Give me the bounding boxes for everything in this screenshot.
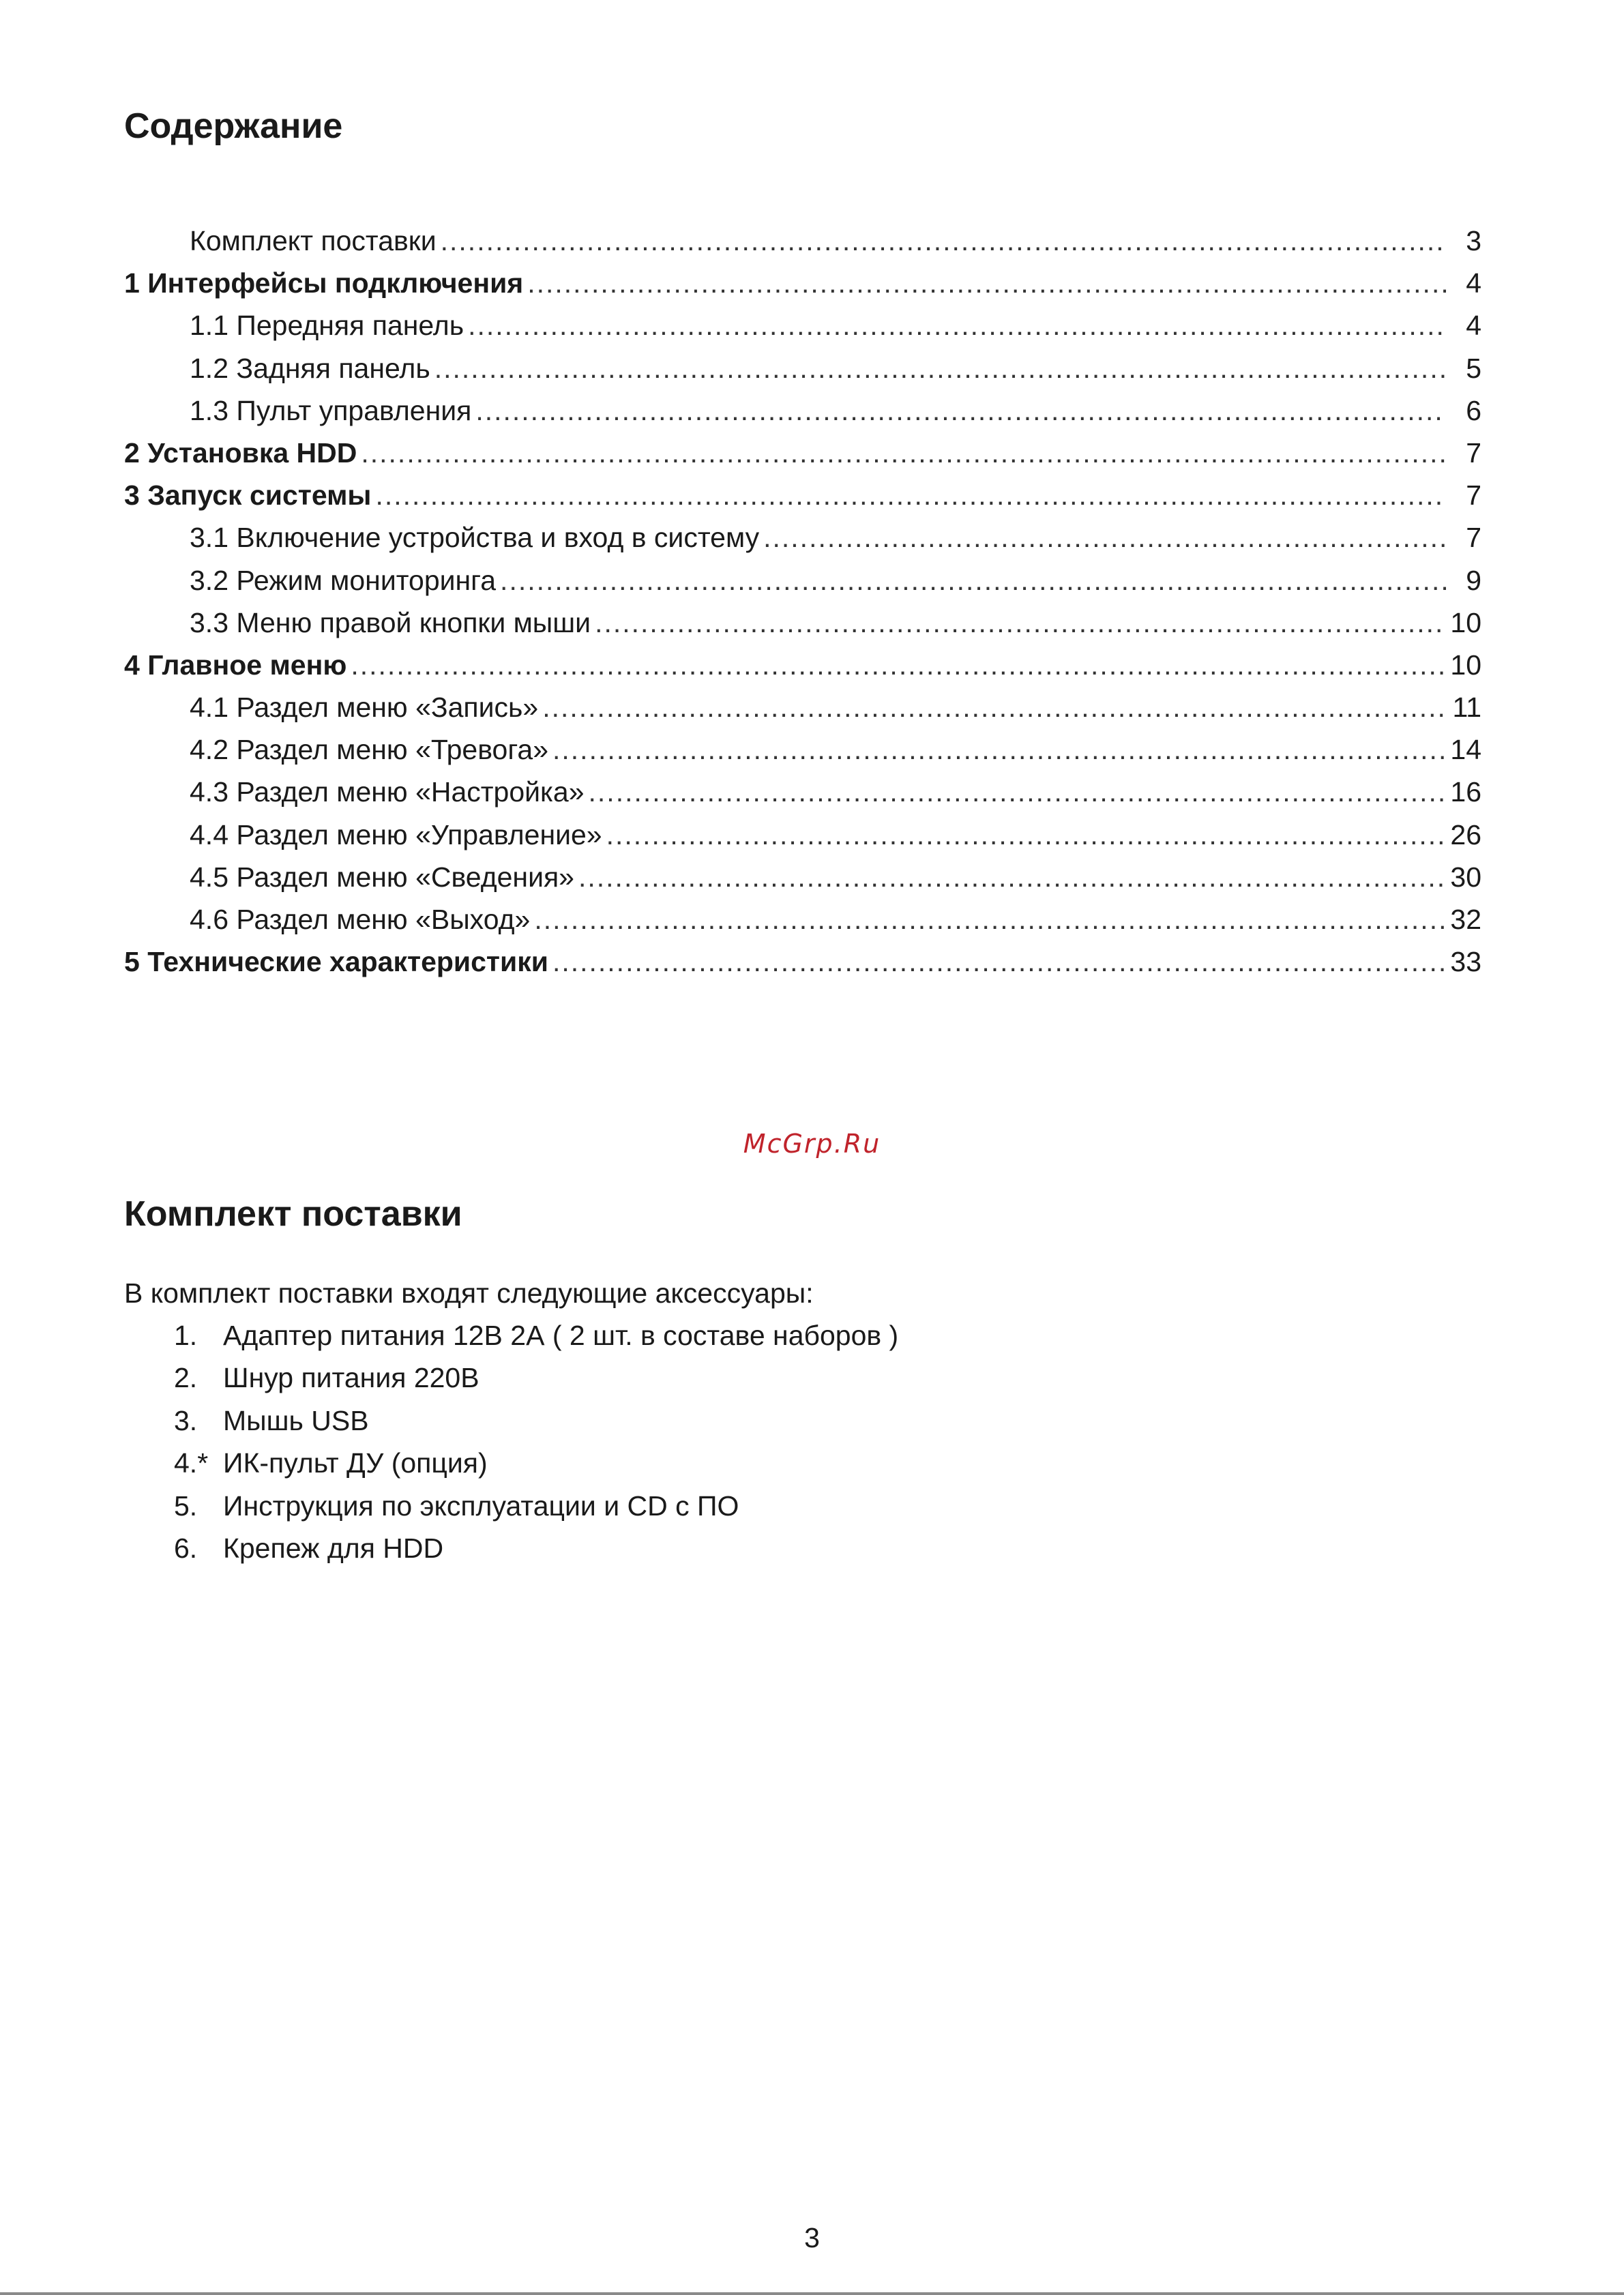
toc-entry-page: 5 — [1466, 352, 1481, 384]
toc-leader-dots — [468, 304, 1446, 346]
toc-entry-page: 10 — [1450, 606, 1481, 638]
toc-entry-page: 4 — [1466, 267, 1481, 299]
list-item — [124, 1314, 898, 1357]
toc-title: Содержание — [124, 106, 343, 146]
toc-entry[interactable] — [124, 771, 1481, 813]
toc-entry[interactable] — [124, 728, 1481, 771]
table-of-contents — [124, 220, 1481, 983]
list-item-text: Крепеж для HDD — [223, 1532, 444, 1564]
list-item — [124, 1400, 898, 1442]
toc-leader-dots — [475, 389, 1446, 432]
toc-entry-page: 7 — [1466, 479, 1481, 512]
toc-entry-page: 10 — [1450, 649, 1481, 681]
toc-leader-dots — [534, 898, 1446, 941]
toc-leader-dots — [361, 432, 1446, 474]
toc-entry-text: 2 Установка HDD — [124, 436, 357, 469]
toc-entry[interactable] — [124, 474, 1481, 516]
toc-leader-dots — [552, 728, 1446, 771]
toc-entry[interactable] — [124, 814, 1481, 856]
toc-leader-dots — [578, 856, 1446, 898]
toc-entry[interactable] — [124, 347, 1481, 389]
toc-entry-text: 1 Интерфейсы подключения — [124, 267, 524, 299]
toc-entry-text: 3 Запуск системы — [124, 479, 372, 512]
toc-entry-text: 4.4 Раздел меню «Управление» — [190, 818, 602, 850]
toc-entry-text: 4.5 Раздел меню «Сведения» — [190, 861, 574, 893]
toc-entry-text: 5 Технические характеристики — [124, 946, 548, 978]
toc-leader-dots — [606, 814, 1446, 856]
toc-entry-page: 14 — [1450, 734, 1481, 766]
list-item-number-cell — [124, 1527, 223, 1569]
toc-entry[interactable] — [124, 941, 1481, 983]
toc-entry-page: 26 — [1450, 818, 1481, 850]
bottom-divider — [0, 2292, 1624, 2295]
toc-leader-dots — [441, 220, 1446, 262]
list-item-number: 5. — [174, 1490, 198, 1522]
toc-leader-dots — [763, 516, 1446, 559]
toc-leader-dots — [500, 559, 1446, 602]
toc-leader-dots — [595, 602, 1446, 644]
toc-entry-text: 4.1 Раздел меню «Запись» — [190, 692, 539, 724]
list-item-number-cell — [124, 1442, 223, 1484]
toc-entry-page: 33 — [1450, 946, 1481, 978]
kit-list — [124, 1314, 898, 1569]
toc-leader-dots — [527, 262, 1446, 304]
toc-entry[interactable] — [124, 898, 1481, 941]
toc-entry[interactable] — [124, 559, 1481, 602]
toc-entry-page: 6 — [1466, 394, 1481, 426]
list-item-text: Адаптер питания 12В 2А ( 2 шт. в составе наборов ) — [223, 1320, 899, 1351]
watermark-link[interactable]: McGrp.Ru — [743, 1129, 881, 1159]
toc-entry-text: 4.6 Раздел меню «Выход» — [190, 904, 531, 935]
toc-entry-page: 16 — [1450, 776, 1481, 808]
list-item-number: 6. — [174, 1532, 198, 1564]
toc-entry[interactable] — [124, 856, 1481, 898]
kit-intro-text: В комплект поставки входят следующие аксессуары: — [124, 1277, 814, 1309]
toc-entry-page: 7 — [1466, 522, 1481, 554]
toc-entry-page: 3 — [1466, 225, 1481, 256]
toc-entry-page: 7 — [1466, 436, 1481, 469]
toc-entry-text: 3.3 Меню правой кнопки мыши — [190, 606, 591, 638]
list-item-text: Мышь USB — [223, 1404, 369, 1436]
list-item — [124, 1442, 898, 1484]
toc-entry[interactable] — [124, 304, 1481, 346]
list-item-number: 1. — [174, 1320, 198, 1351]
list-item-number: 2. — [174, 1362, 198, 1394]
toc-entry[interactable] — [124, 220, 1481, 262]
toc-entry-page: 30 — [1450, 861, 1481, 893]
toc-entry[interactable] — [124, 432, 1481, 474]
list-item — [124, 1485, 898, 1527]
toc-entry-page: 9 — [1466, 564, 1481, 596]
list-item-text: ИК-пульт ДУ (опция) — [223, 1447, 488, 1479]
page-number: 3 — [804, 2222, 820, 2253]
toc-entry[interactable] — [124, 644, 1481, 686]
toc-entry-text: 4.3 Раздел меню «Настройка» — [190, 776, 585, 808]
toc-entry-text: 4 Главное меню — [124, 649, 347, 681]
toc-entry-text: Комплект поставки — [190, 225, 437, 256]
toc-leader-dots — [542, 686, 1446, 728]
list-item-number-cell — [124, 1357, 223, 1399]
toc-entry[interactable] — [124, 602, 1481, 644]
list-item-text: Шнур питания 220В — [223, 1362, 479, 1394]
toc-entry[interactable] — [124, 262, 1481, 304]
toc-entry[interactable] — [124, 686, 1481, 728]
list-item — [124, 1357, 898, 1399]
list-item-number-cell — [124, 1485, 223, 1527]
list-item-number: 3. — [174, 1404, 198, 1436]
toc-leader-dots — [434, 347, 1446, 389]
toc-leader-dots — [552, 941, 1446, 983]
toc-leader-dots — [351, 644, 1446, 686]
toc-entry[interactable] — [124, 516, 1481, 559]
kit-section-title: Комплект поставки — [124, 1194, 462, 1234]
toc-entry-page: 32 — [1450, 904, 1481, 935]
list-item-number-cell — [124, 1314, 223, 1357]
toc-entry-text: 1.1 Передняя панель — [190, 310, 464, 342]
toc-entry-text: 1.3 Пульт управления — [190, 394, 472, 426]
toc-entry[interactable] — [124, 389, 1481, 432]
toc-leader-dots — [375, 474, 1446, 516]
toc-entry-page: 4 — [1466, 310, 1481, 342]
toc-entry-text: 3.2 Режим мониторинга — [190, 564, 497, 596]
toc-entry-text: 3.1 Включение устройства и вход в систему — [190, 522, 760, 554]
toc-leader-dots — [589, 771, 1446, 813]
list-item-text: Инструкция по эксплуатации и CD с ПО — [223, 1490, 739, 1522]
toc-entry-text: 1.2 Задняя панель — [190, 352, 430, 384]
list-item-number: 4.* — [174, 1447, 209, 1479]
toc-entry-text: 4.2 Раздел меню «Тревога» — [190, 734, 548, 766]
list-item-number-cell — [124, 1400, 223, 1442]
toc-entry-page: 11 — [1452, 692, 1481, 724]
list-item — [124, 1527, 898, 1569]
